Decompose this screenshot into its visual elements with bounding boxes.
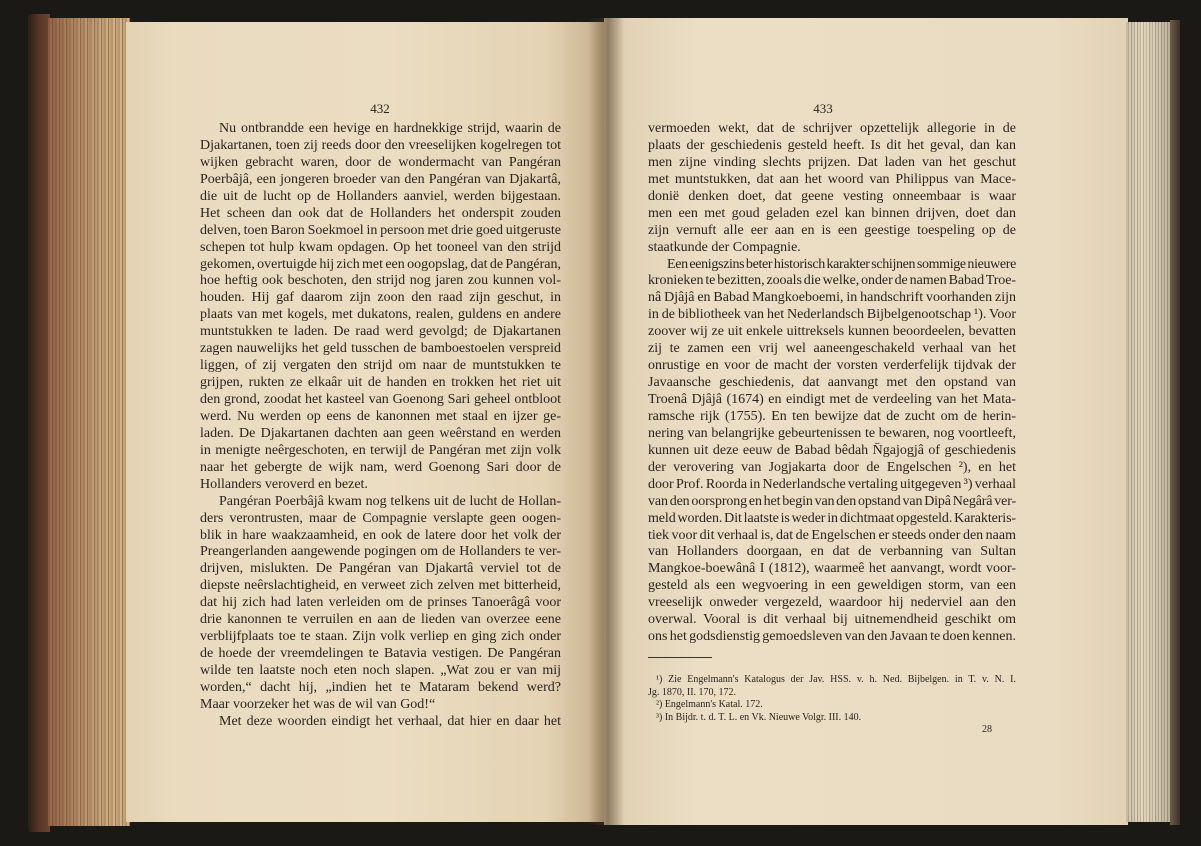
text-line: men zijne vinding slechts prijzen. Dat laden van het geschut <box>648 154 1016 170</box>
text-line: nâ Djâjâ en Babad Mangkoeboemi, in handschrift voorhanden zijn <box>648 290 1016 306</box>
text-line: zijn vernuft alle eer aan en is een geestige toespeling op de <box>648 222 1016 238</box>
text-line: tiek voor dit verhaal is, dat de Engelschen er steeds onder den naam <box>648 527 1016 543</box>
text-line: plaats der geschiedenis gesteld heeft. Is dit het geval, dan kan <box>648 137 1016 153</box>
text-line: plaats van met kogels, met dukatons, realen, guldens en andere <box>200 307 561 323</box>
text-line: der verovering van Jogjakarta door de Engelschen ²), en het <box>648 459 1016 475</box>
text-line: werd. Nu werden op eens de kanonnen met staal en ijzer ge- <box>200 408 561 424</box>
text-line: worden,“ dacht hij, „indien het te Mataram bekend werd? <box>200 679 561 695</box>
text-line: Maar voorzeker het was de wil van God!“ <box>200 696 436 712</box>
page-stack-right <box>1126 22 1172 822</box>
book-gutter <box>588 18 624 825</box>
text-line: vermoeden wekt, dat de schrijver opzettelijk allegorie in de <box>648 121 1016 136</box>
text-line: schepen tot hulp kwam opdagen. Op het tooneel van den strijd <box>200 239 561 255</box>
text-line: staatkunde der Compagnie. <box>648 239 801 255</box>
text-line: Nu ontbrandde een hevige en hardnekkige strijd, waarin de <box>219 121 561 136</box>
footnote-line: Jg. 1870, II. 170, 172. <box>648 686 737 698</box>
text-line: nering van belangrijke gebeurtenissen te bewaren, nog voortleeft, <box>648 425 1016 441</box>
text-line: Hollanders veroverd en bezet. <box>200 476 368 492</box>
text-line: verblijfplaats toe te staan. Zijn volk verliep en ging zich onder <box>200 629 561 645</box>
text-line: men een met goud geladen ezel kan binnen drijven, doet dan <box>648 205 1016 221</box>
footnotes <box>648 674 1016 724</box>
text-line: laden. De Djakartanen dachten aan geen weêrstand en werden <box>200 425 561 441</box>
text-line: Poerbâjâ, een jongeren broeder van den Pangéran van Djakartâ, <box>200 171 561 187</box>
text-line: in de bibliotheek van het Nederlandsch Bijbelgenootschap ¹). Voor <box>648 307 1016 323</box>
text-line: Het scheen dan ook dat de Hollanders het onderspit zouden <box>200 205 561 221</box>
text-line: blik in hare waakzaamheid, en ook de latere door het volk der <box>200 527 561 543</box>
text-line: liggen, of zij vergaten den strijd om naar de muntstukken te <box>200 358 561 374</box>
text-line: onrustige en voor de macht der vorsten verderfelijk tijdvak der <box>648 358 1016 374</box>
text-line: houden. Hij gaf daarom zijn zoon den raad zijn geschut, in <box>200 290 561 306</box>
text-line: kronieken te bezitten, zooals die welke, onder de namen Babad Troe- <box>648 273 1016 289</box>
footnote-line: ²) Engelmann's Katal. 172. <box>656 699 763 711</box>
text-line: Met deze woorden eindigt het verhaal, dat hier en daar het <box>219 713 561 729</box>
text-line: zagen nauwelijks het geld tusschen de bamboestoelen verspreid <box>200 341 561 357</box>
text-line: de hoede der vreemdelingen te Batavia vestigen. De Pangéran <box>200 646 561 662</box>
text-line: grijpen, rukten ze elkaâr uit de handen en trokken het riet uit <box>200 375 561 391</box>
footnote-rule <box>648 657 712 658</box>
text-line: gesteld als een wegvoering in een geweldigen storm, van een <box>648 578 1016 594</box>
text-line: van Hollanders doorgaan, en dat de verbanning van Sultan <box>648 544 1016 560</box>
text-line: ons het godsdienstig gemoedsleven van den Javaan te doen kennen. <box>648 629 1016 645</box>
text-line: die uit de lucht op de Hollanders aanviel, werden bijgestaan. <box>200 188 561 204</box>
signature-mark: 28 <box>982 724 992 735</box>
text-line: kunnen uit deze eeuw de Babad bêdah N̄gajogjâ of geschiedenis <box>648 442 1016 458</box>
footnote-line: ³) In Bijdr. t. d. T. L. en Vk. Nieuwe Volgr. III. 140. <box>656 711 862 723</box>
text-line: Mangkoe-boewânâ I (1812), waarmeê het aanvangt, wordt voor- <box>648 561 1016 577</box>
text-line: Pangéran Poerbâjâ kwam nog telkens uit de lucht de Hollan- <box>219 493 561 509</box>
text-line: Javaansche geschiedenis, dat aanvangt met den opstand van <box>648 375 1016 391</box>
text-line: vreeselijk onweder vergezeld, waardoor hij nederviel aan den <box>648 595 1016 611</box>
page-stack-left <box>48 18 130 826</box>
text-line: donië denken doet, dat geene vesting onneembaar is waar <box>648 188 1016 204</box>
text-line: met muntstukken, dat aan het woord van Philippus van Mace- <box>648 171 1016 187</box>
text-line: van den oorsprong en het begin van den opstand van Dipâ Negârâ ver- <box>648 493 1016 509</box>
text-line: Een eenigszins beter historisch karakter schijnen sommige nieuwere <box>667 256 1016 272</box>
text-line: gekomen, overtuigde hij zich met een oogopslag, dat de Pangéran, <box>200 256 561 272</box>
footnote-line: ¹) Zie Engelmann's Katalogus der Jav. HSS. v. h. Ned. Bijbelgen. in T. v. N. I. <box>656 674 1016 685</box>
text-line: drie kanonnen te verruilen en aan de lieden van overzee eene <box>200 612 561 628</box>
text-line: naar het gebergte de wijk nam, werd Goenong Sari door de <box>200 459 561 475</box>
text-line: drijven, mislukten. De Pangéran van Djakartâ verviel tot de <box>200 561 561 577</box>
text-line: den grond, zoodat het kasteel van Goenong Sari geheel ontbloot <box>200 392 561 407</box>
book-cover-edge-right <box>1170 20 1180 825</box>
page-number-right: 433 <box>813 101 833 116</box>
text-line: Djakartanen, toen zij reeds door den vreeselijken kogelregen tot <box>200 137 561 153</box>
text-line: overwal. Vooral is dit verhaal bij uitnemendheid geschikt om <box>648 612 1016 628</box>
text-line: delven, toen Baron Soekmoel in persoon met drie goed uitgeruste <box>200 222 561 238</box>
text-line: ramsche rijk (1755). En ten bewijze dat de zucht om de herin- <box>648 408 1016 424</box>
text-line: door Prof. Roorda in Nederlandsche vertaling uitgegeven ³) verhaal <box>648 476 1016 492</box>
text-line: zij te zamen een vrij wel aaneengeschakeld verhaal van het <box>648 341 1016 357</box>
text-line: diepste neêrslachtigheid, en verweet zich zelven met bitterheid, <box>200 578 561 594</box>
text-line: hoe heftig ook beschoten, den strijd nog jaren zou kunnen vol- <box>200 273 561 289</box>
text-line: wijken gebracht waren, door de wondermacht van Pangéran <box>200 154 561 170</box>
text-line: wilde ten laatste noch eten noch slapen. „Wat zou er van mij <box>200 663 561 678</box>
page-number-left: 432 <box>370 101 390 116</box>
text-line: Troenâ Djâjâ (1674) en eindigt met de verdeeling van het Mata- <box>648 392 1016 407</box>
text-line: zoover wij ze uit enkele uittreksels kunnen beoordeelen, bevatten <box>648 324 1016 340</box>
text-line: meld worden. Dit laatste is weder in dichtmaat opgesteld. Karakteris- <box>648 510 1016 526</box>
left-page-text <box>200 121 561 731</box>
text-line: ders verontrusten, maar de Compagnie verslapte geen oogen- <box>200 510 561 526</box>
book-cover-edge-left <box>28 14 50 832</box>
text-line: in menigte neêrgeschoten, en terwijl de Pangéran met zijn volk <box>200 442 561 458</box>
text-line: dat hij zich had laten verleiden om de prinses Tanoerâgâ voor <box>200 595 561 611</box>
text-line: muntstukken te laden. De raad werd gevolgd; de Djakartanen <box>200 324 561 340</box>
right-page-text <box>648 121 1016 646</box>
text-line: Preangerlanden aangewende pogingen om de Hollanders te ver- <box>200 544 561 560</box>
